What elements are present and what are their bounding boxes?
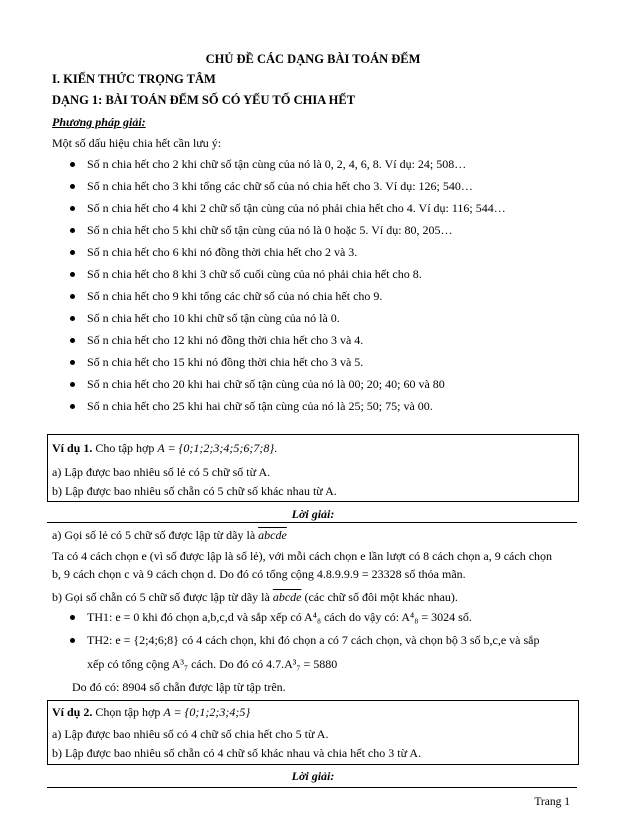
bullet-icon (70, 338, 75, 343)
example-2-statement (52, 705, 250, 720)
example-1-part-b: b) Lập được bao nhiêu số chẵn có 5 chữ số khác nhau từ A. (52, 484, 337, 498)
solution-1-b-tail: (các chữ số đôi một khác nhau). (301, 590, 458, 604)
solution-2-label: Lời giải: (291, 769, 335, 783)
rule-text: Số n chia hết cho 3 khi tổng các chữ số của nó chia hết cho 3. Ví dụ: 126; 540… (87, 179, 473, 193)
example-2-label: Ví dụ 2. (52, 705, 93, 719)
bullet-icon (70, 638, 75, 643)
topic-heading: DẠNG 1: BÀI TOÁN ĐẾM SỐ CÓ YẾU TỐ CHIA HẾT (52, 93, 356, 107)
page-number: Trang 1 (534, 796, 570, 808)
section-heading: I. KIẾN THỨC TRỌNG TÂM (52, 72, 216, 86)
page-title: CHỦ ĐỀ CÁC DẠNG BÀI TOÁN ĐẾM (205, 52, 421, 66)
rule-text: Số n chia hết cho 5 khi chữ số tận cùng của nó là 0 hoặc 5. Ví dụ: 80, 205… (87, 223, 453, 237)
example-1-statement: Ví dụ 1. Cho tập hợp A = {0;1;2;3;4;5;6;7;8}. (52, 441, 278, 455)
example-2-box (47, 700, 579, 765)
case-2-text-line-2: xếp có tổng cộng A³₇ cách. Do đó có 4.7.A³₇ = 5880 (87, 657, 338, 671)
bullet-icon (70, 272, 75, 277)
bullet-icon (70, 382, 75, 387)
example-2-part-a: a) Lập được bao nhiêu số có 4 chữ số chia hết cho 5 từ A. (52, 727, 329, 741)
example-2-part-b: b) Lập được bao nhiêu số chẵn có 4 chữ số khác nhau và chia hết cho 3 từ A. (52, 746, 422, 760)
example-1-set: A = {0;1;2;3;4;5;6;7;8} (157, 441, 275, 455)
solution-divider (47, 522, 577, 523)
rule-text: Số n chia hết cho 20 khi hai chữ số tận cùng của nó là 00; 20; 40; 60 và 80 (87, 377, 445, 391)
number-abcde-even: abcde (272, 590, 302, 604)
bullet-icon (70, 228, 75, 233)
solution-1-label: Lời giải: (291, 507, 335, 521)
bullet-icon (70, 615, 75, 620)
example-1-label: Ví dụ 1. (52, 441, 93, 455)
number-abcde-odd: abcde (258, 528, 287, 542)
example-2-set: A = {0;1;2;3;4;5} (163, 705, 251, 719)
bullet-icon (70, 184, 75, 189)
solution-1-a-line-1: Ta có 4 cách chọn e (vì số được lập là số lẻ), với mỗi cách chọn e lần lượt có 8 cách chọn a, 9 cách chọn (52, 549, 553, 563)
footer-divider (47, 787, 577, 788)
example-1-box (47, 434, 579, 502)
solution-1-b-intro-text: b) Gọi số chẵn có 5 chữ số được lập từ dãy là (52, 590, 273, 604)
example-1-text: Cho tập hợp (92, 441, 158, 455)
case-2-text-line-1: TH2: e = {2;4;6;8} có 4 cách chọn, khi đó chọn a có 7 cách chọn, và chọn bộ 3 số b,c,e và sắp (87, 633, 540, 647)
rule-text: Số n chia hết cho 9 khi tổng các chữ số của nó chia hết cho 9. (87, 289, 383, 303)
example-1-part-a: a) Lập được bao nhiêu số lẻ có 5 chữ số từ A. (52, 465, 271, 479)
method-label: Phương pháp giải: (52, 115, 146, 129)
solution-1-a-intro-text: a) Gọi số lẻ có 5 chữ số được lập từ dãy là (52, 528, 259, 542)
bullet-icon (70, 360, 75, 365)
rule-text: Số n chia hết cho 15 khi nó đồng thời chia hết cho 3 và 5. (87, 355, 364, 369)
rule-text: Số n chia hết cho 10 khi chữ số tận cùng của nó là 0. (87, 311, 340, 325)
solution-1-conclusion: Do đó có: 8904 số chẵn được lập từ tập trên. (72, 680, 286, 694)
rule-text: Số n chia hết cho 12 khi nó đồng thời chia hết cho 3 và 4. (87, 333, 364, 347)
solution-1-a-intro (52, 528, 287, 543)
rule-text: Số n chia hết cho 25 khi hai chữ số tận cùng của nó là 25; 50; 75; và 00. (87, 399, 433, 413)
solution-1-a-line-2: b, 9 cách chọn c và 9 cách chọn d. Do đó có tổng cộng 4.8.9.9.9 = 23328 số thỏa mãn. (52, 567, 466, 581)
rule-text: Số n chia hết cho 8 khi 3 chữ số cuối cùng của nó phải chia hết cho 8. (87, 267, 422, 281)
bullet-icon (70, 316, 75, 321)
solution-1-b-intro (52, 590, 458, 605)
rule-text: Số n chia hết cho 4 khi 2 chữ số tận cùng của nó phải chia hết cho 4. Ví dụ: 116; 544… (87, 201, 506, 215)
bullet-icon (70, 294, 75, 299)
intro-text: Một số dấu hiệu chia hết cần lưu ý: (52, 136, 222, 150)
case-1-text: TH1: e = 0 khi đó chọn a,b,c,d và sắp xếp có A⁴₈ cách do vậy có: A⁴₈ = 3024 số. (87, 610, 472, 624)
example-2-text: Chọn tập hợp (92, 705, 164, 719)
rule-text: Số n chia hết cho 2 khi chữ số tận cùng của nó là 0, 2, 4, 6, 8. Ví dụ: 24; 508… (87, 157, 467, 171)
bullet-icon (70, 250, 75, 255)
bullet-icon (70, 404, 75, 409)
rule-text: Số n chia hết cho 6 khi nó đồng thời chia hết cho 2 và 3. (87, 245, 358, 259)
bullet-icon (70, 206, 75, 211)
bullet-icon (70, 162, 75, 167)
